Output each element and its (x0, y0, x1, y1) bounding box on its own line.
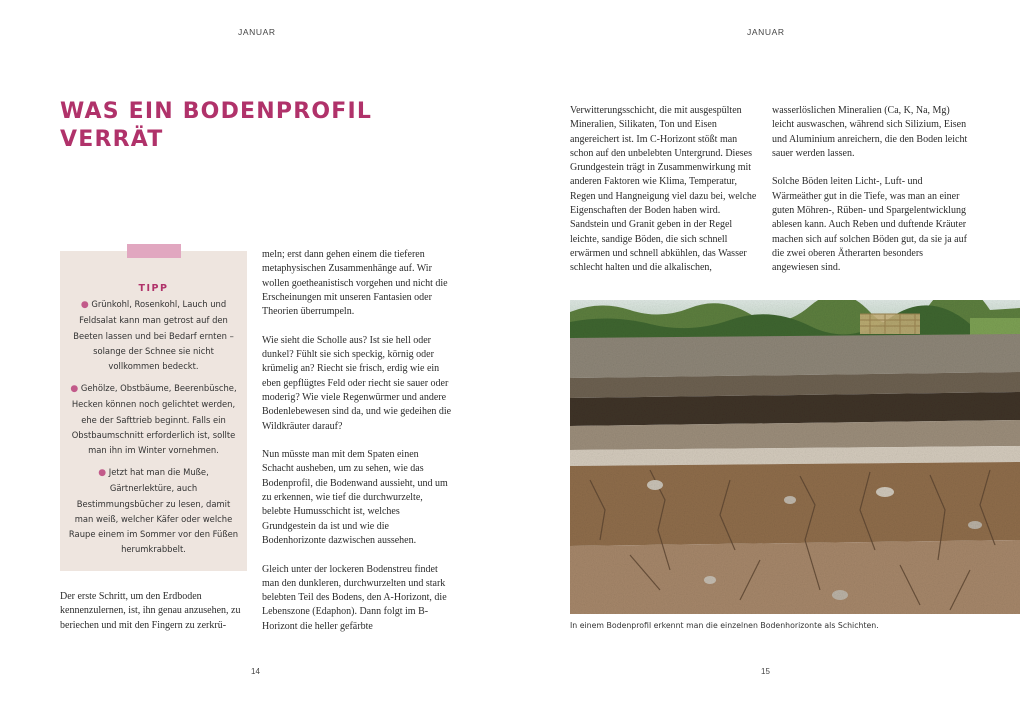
body-paragraph: wasserlöslichen Mineralien (Ca, K, Na, Mg) leicht auswaschen, während sich Silizium, Eisen und Aluminium anreichern, die den Boden leicht sauer werden lassen. (772, 105, 968, 159)
page-title (60, 98, 372, 154)
running-head-left: JANUAR (238, 27, 276, 37)
bullet-icon: ● (98, 468, 107, 479)
tip-item-text: Grünkohl, Rosenkohl, Lauch und Feldsalat kann man getrost auf den Beeten lassen und bei Bedarf ernten – solange der Schnee sie nicht vollkommen bedeckt. (73, 299, 234, 372)
body-column-3 (570, 104, 760, 276)
body-paragraph: Wie sieht die Scholle aus? Ist sie hell oder dunkel? Fühlt sie sich speckig, körnig oder krümelig an? Riecht sie frisch, erdig wie ein eben gepflügtes Feld oder riecht sie sauer oder moderig? Wie viele Regenwürmer und andere Bodenlebewesen sind da, und wie gedeihen die Wildkräuter darauf? (262, 334, 452, 432)
body-column-2 (262, 248, 452, 634)
soil-profile-photo (570, 300, 1020, 614)
tip-tab (127, 244, 181, 258)
body-paragraph: meln; erst dann gehen einem die tieferen metaphysischen Zusammenhänge auf. Wir wollen goetheanistisch vorgehen und nicht die Erscheinungen mit unseren Fantasien oder Theorien überrumpeln. (262, 249, 448, 318)
body-paragraph: Gleich unter der lockeren Bodenstreu findet man den dunkleren, durchwurzelten und stark belebten Teil des Bodens, den A-Horizont, die Lebenszone (Edaphon). Dann folgt im B-Horizont die heller gefärbte (262, 563, 447, 632)
photo-caption: In einem Bodenprofil erkennt man die einzelnen Bodenhorizonte als Schichten. (570, 621, 879, 630)
tip-item (68, 465, 239, 557)
bullet-icon: ● (80, 300, 89, 311)
tip-item (68, 381, 239, 458)
body-column-1 (60, 590, 242, 633)
tip-item-text: Jetzt hat man die Muße, Gärtnerlektüre, auch Bestimmungsbücher zu lesen, damit man weiß, welcher Käfer oder welche Raupe einem im Sommer vor den Füßen herumkrabbelt. (68, 467, 239, 555)
tip-item-text: Gehölze, Obstbäume, Beerenbüsche, Hecken können noch gelichtet werden, ehe der Safttrieb beginnt. Falls ein Obstbaumschnitt erforderlich ist, sollte man ihn im Winter vornehmen. (71, 383, 237, 456)
tip-heading: TIPP (138, 283, 169, 294)
title-line-2: VERRÄT (60, 127, 164, 152)
tip-item (68, 297, 239, 374)
bullet-icon: ● (70, 384, 79, 395)
body-column-4 (772, 104, 968, 276)
page-number-left: 14 (251, 667, 260, 676)
page-number-right: 15 (761, 667, 770, 676)
body-paragraph: Verwitterungsschicht, die mit ausgespülten Mineralien, Silikaten, Ton und Eisen angereichert ist. Im C-Horizont stößt man schon auf den unbelebten Untergrund. Dieses Grundgestein trägt in Zusammenwirkung mit anderen Faktoren wie Klima, Temperatur, Regen und Hangneigung viel dazu bei, welche Eigenschaften der Boden haben wird. Sandstein und Granit geben in der Regel leichte, sandige Böden, die sich schnell erwärmen und schnell abkühlen, das Wasser schlecht halten und die alkalischen, (570, 105, 757, 274)
running-head-right: JANUAR (747, 27, 785, 37)
body-paragraph: Solche Böden leiten Licht-, Luft- und Wärmeäther gut in die Tiefe, was man an einer guten Möhren-, Rüben- und Spargelentwicklung ablesen kann. Auch Reben und duftende Kräuter machen sich auf solchen Böden gut, da sie ja auf die zwei oberen Ätherarten besonders angewiesen sind. (772, 176, 967, 274)
tip-box (60, 251, 247, 571)
body-paragraph: Der erste Schritt, um den Erdboden kennenzulernen, ist, ihn genau anzusehen, zu beriechen und mit den Fingern zu zerkrü- (60, 591, 241, 631)
body-paragraph: Nun müsste man mit dem Spaten einen Schacht ausheben, um zu sehen, wie das Bodenprofil, die Bodenwand aussieht, und um zu erkennen, wie tief die durchwurzelte, belebte Humusschicht ist, welches Grundgestein da ist und wie die Bodenhorizonte dazwischen aussehen. (262, 449, 448, 546)
title-line-1: WAS EIN BODENPROFIL (60, 99, 373, 124)
